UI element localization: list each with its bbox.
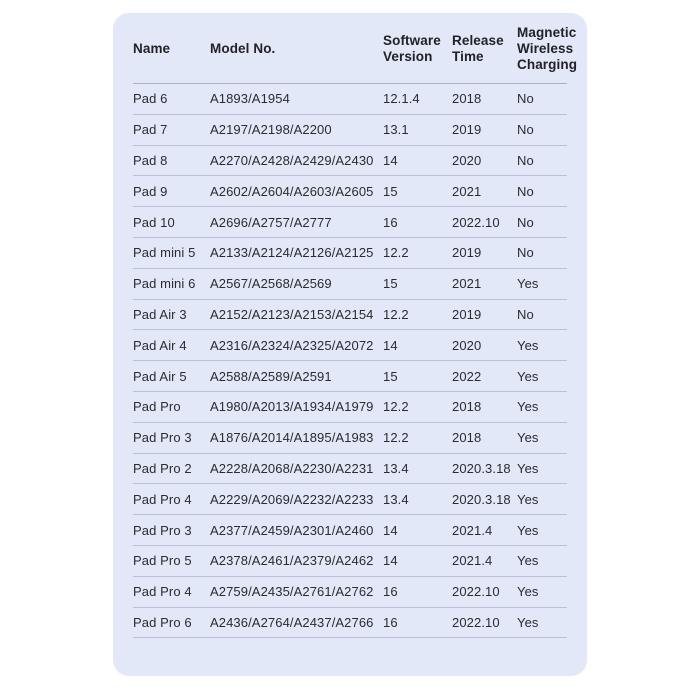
cell-release-time: 2019 — [452, 245, 482, 261]
cell-model-no: A2567/A2568/A2569 — [210, 276, 332, 292]
table-header-row — [133, 13, 578, 84]
cell-name: Pad Pro 2 — [133, 460, 192, 476]
cell-release-time: 2021.4 — [452, 522, 493, 538]
cell-name: Pad 9 — [133, 183, 168, 199]
column-header-model-no: Model No. — [210, 41, 276, 56]
column-header-name: Name — [133, 41, 171, 56]
cell-model-no: A1893/A1954 — [210, 91, 290, 107]
cell-name: Pad Air 5 — [133, 368, 187, 384]
cell-software-version: 13.4 — [383, 460, 409, 476]
table-row — [133, 423, 567, 454]
table-row — [133, 115, 567, 146]
cell-model-no: A2197/A2198/A2200 — [210, 122, 332, 138]
table-row — [133, 608, 567, 639]
cell-magnetic-wireless-charging: No — [517, 245, 534, 261]
cell-release-time: 2022 — [452, 368, 482, 384]
cell-magnetic-wireless-charging: No — [517, 122, 534, 138]
cell-magnetic-wireless-charging: Yes — [517, 584, 539, 600]
cell-release-time: 2021.4 — [452, 553, 493, 569]
cell-model-no: A2270/A2428/A2429/A2430 — [210, 152, 374, 168]
cell-name: Pad 8 — [133, 152, 168, 168]
cell-name: Pad Pro 6 — [133, 614, 192, 630]
cell-release-time: 2021 — [452, 276, 482, 292]
cell-software-version: 14 — [383, 553, 398, 569]
cell-release-time: 2020.3.18 — [452, 460, 511, 476]
column-header-release-time: Release Time — [452, 33, 504, 64]
cell-model-no: A2316/A2324/A2325/A2072 — [210, 337, 374, 353]
cell-software-version: 16 — [383, 214, 398, 230]
cell-software-version: 16 — [383, 584, 398, 600]
cell-release-time: 2018 — [452, 399, 482, 415]
cell-release-time: 2021 — [452, 183, 482, 199]
table-row — [133, 546, 567, 577]
cell-software-version: 16 — [383, 614, 398, 630]
table-row — [133, 330, 567, 361]
cell-software-version: 15 — [383, 183, 398, 199]
cell-name: Pad Pro 3 — [133, 430, 192, 446]
cell-magnetic-wireless-charging: Yes — [517, 491, 539, 507]
cell-name: Pad Pro 4 — [133, 584, 192, 600]
cell-magnetic-wireless-charging: No — [517, 152, 534, 168]
cell-software-version: 12.2 — [383, 306, 409, 322]
cell-model-no: A2133/A2124/A2126/A2125 — [210, 245, 374, 261]
cell-release-time: 2019 — [452, 306, 482, 322]
cell-name: Pad Pro 5 — [133, 553, 192, 569]
cell-release-time: 2020 — [452, 152, 482, 168]
cell-software-version: 14 — [383, 152, 398, 168]
cell-magnetic-wireless-charging: Yes — [517, 276, 539, 292]
cell-name: Pad Pro 4 — [133, 491, 192, 507]
table-row — [133, 269, 567, 300]
table-row — [133, 238, 567, 269]
cell-model-no: A2229/A2069/A2232/A2233 — [210, 491, 374, 507]
table-body — [133, 84, 567, 638]
cell-magnetic-wireless-charging: Yes — [517, 460, 539, 476]
cell-magnetic-wireless-charging: No — [517, 306, 534, 322]
cell-software-version: 15 — [383, 368, 398, 384]
cell-magnetic-wireless-charging: No — [517, 183, 534, 199]
cell-model-no: A2602/A2604/A2603/A2605 — [210, 183, 374, 199]
table-row — [133, 84, 567, 115]
cell-model-no: A2436/A2764/A2437/A2766 — [210, 614, 374, 630]
cell-release-time: 2020.3.18 — [452, 491, 511, 507]
cell-model-no: A2696/A2757/A2777 — [210, 214, 332, 230]
table-row — [133, 577, 567, 608]
cell-name: Pad Pro — [133, 399, 181, 415]
cell-model-no: A1980/A2013/A1934/A1979 — [210, 399, 374, 415]
cell-magnetic-wireless-charging: Yes — [517, 553, 539, 569]
table-row — [133, 454, 567, 485]
cell-release-time: 2018 — [452, 430, 482, 446]
column-header-software-version: Software Version — [383, 33, 441, 64]
table-row — [133, 484, 567, 515]
cell-release-time: 2022.10 — [452, 214, 500, 230]
cell-name: Pad mini 6 — [133, 276, 196, 292]
cell-name: Pad Pro 3 — [133, 522, 192, 538]
cell-release-time: 2020 — [452, 337, 482, 353]
cell-software-version: 13.4 — [383, 491, 409, 507]
cell-software-version: 15 — [383, 276, 398, 292]
cell-software-version: 13.1 — [383, 122, 409, 138]
cell-model-no: A2152/A2123/A2153/A2154 — [210, 306, 374, 322]
cell-name: Pad 6 — [133, 91, 168, 107]
cell-software-version: 12.2 — [383, 245, 409, 261]
cell-magnetic-wireless-charging: Yes — [517, 522, 539, 538]
cell-model-no: A2378/A2461/A2379/A2462 — [210, 553, 374, 569]
cell-software-version: 14 — [383, 337, 398, 353]
cell-name: Pad Air 3 — [133, 306, 187, 322]
table-row — [133, 207, 567, 238]
cell-magnetic-wireless-charging: Yes — [517, 368, 539, 384]
cell-model-no: A2228/A2068/A2230/A2231 — [210, 460, 374, 476]
cell-name: Pad 7 — [133, 122, 168, 138]
cell-name: Pad Air 4 — [133, 337, 187, 353]
cell-magnetic-wireless-charging: Yes — [517, 430, 539, 446]
table-row — [133, 176, 567, 207]
cell-software-version: 12.2 — [383, 430, 409, 446]
cell-software-version: 12.2 — [383, 399, 409, 415]
cell-magnetic-wireless-charging: Yes — [517, 614, 539, 630]
column-header-magnetic-wireless-charging: Magnetic Wireless Charging — [517, 25, 578, 72]
cell-release-time: 2022.10 — [452, 614, 500, 630]
cell-model-no: A1876/A2014/A1895/A1983 — [210, 430, 374, 446]
cell-name: Pad mini 5 — [133, 245, 196, 261]
cell-model-no: A2759/A2435/A2761/A2762 — [210, 584, 374, 600]
table-row — [133, 392, 567, 423]
cell-model-no: A2588/A2589/A2591 — [210, 368, 332, 384]
cell-software-version: 12.1.4 — [383, 91, 420, 107]
cell-magnetic-wireless-charging: Yes — [517, 399, 539, 415]
spec-table-card — [113, 13, 587, 676]
table-row — [133, 146, 567, 177]
table-row — [133, 361, 567, 392]
cell-magnetic-wireless-charging: Yes — [517, 337, 539, 353]
cell-software-version: 14 — [383, 522, 398, 538]
cell-magnetic-wireless-charging: No — [517, 91, 534, 107]
cell-model-no: A2377/A2459/A2301/A2460 — [210, 522, 374, 538]
table-row — [133, 300, 567, 331]
cell-name: Pad 10 — [133, 214, 175, 230]
cell-release-time: 2022.10 — [452, 584, 500, 600]
cell-magnetic-wireless-charging: No — [517, 214, 534, 230]
table-row — [133, 515, 567, 546]
cell-release-time: 2018 — [452, 91, 482, 107]
cell-release-time: 2019 — [452, 122, 482, 138]
